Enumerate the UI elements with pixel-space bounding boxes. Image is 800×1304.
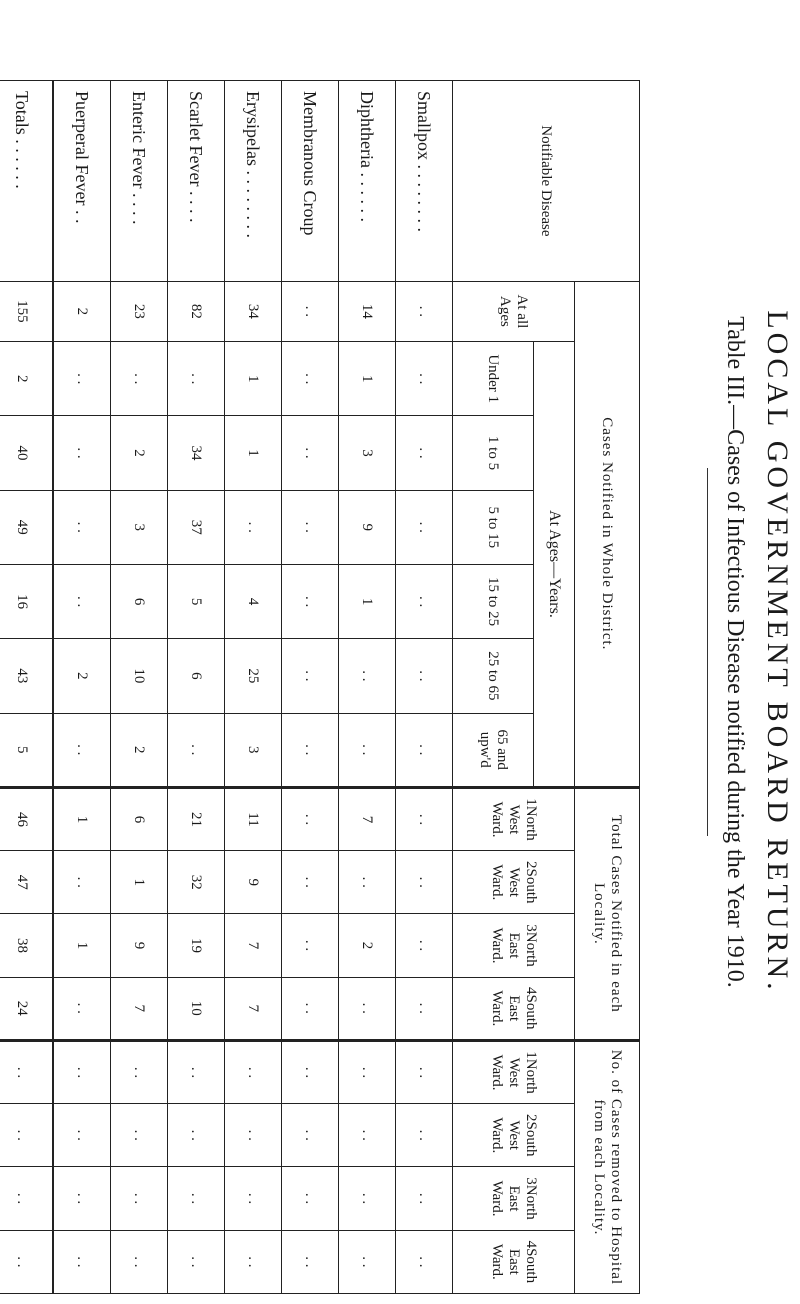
age-cell: . . [396, 416, 453, 490]
ward-header: 3North East Ward. [453, 914, 575, 977]
ward-total-cell: 2 [339, 914, 396, 977]
ward-total-cell: . . [53, 977, 111, 1040]
table-row [339, 81, 396, 1294]
removed-cell: . . [111, 1104, 168, 1167]
age-cell: 3 [111, 490, 168, 564]
ward-total-cell: 7 [225, 977, 282, 1040]
removed-cell: . . [339, 1040, 396, 1103]
ward-total-cell: 9 [225, 851, 282, 914]
ward-total-cell: . . [339, 851, 396, 914]
ward-header: 2South West Ward. [453, 851, 575, 914]
removed-total: . . [0, 1104, 53, 1167]
ward-total-cell: 32 [168, 851, 225, 914]
table-row [53, 81, 111, 1294]
removed-cell: . . [53, 1040, 111, 1103]
age-cell: . . [225, 490, 282, 564]
age-cell: . . [53, 564, 111, 638]
ward-total-cell: 11 [225, 787, 282, 850]
age-cell: . . [339, 639, 396, 713]
ward-total-cell: 1 [53, 787, 111, 850]
age-cell: . . [282, 564, 339, 638]
removed-total: . . [0, 1230, 53, 1293]
table-body [0, 81, 453, 1294]
disease-name: Membranous Croup [282, 81, 339, 282]
all-ages-cell: 23 [111, 281, 168, 341]
disease-name: Enteric Fever . . . . [111, 81, 168, 282]
all-ages-cell: 34 [225, 281, 282, 341]
ward-total-cell: . . [282, 914, 339, 977]
age-cell: . . [53, 342, 111, 416]
all-ages-total: 155 [0, 281, 53, 341]
ward-total-cell: . . [396, 977, 453, 1040]
age-cell: . . [396, 564, 453, 638]
age-total: 16 [0, 564, 53, 638]
age-cell: . . [282, 490, 339, 564]
ward-total-cell: 19 [168, 914, 225, 977]
removed-cell: . . [396, 1230, 453, 1293]
age-cell: 1 [225, 342, 282, 416]
disease-name: Puerperal Fever . . [53, 81, 111, 282]
age-cell: 10 [111, 639, 168, 713]
age-cell: . . [396, 713, 453, 787]
removed-cell: . . [225, 1104, 282, 1167]
age-header: 5 to 15 [453, 490, 534, 564]
age-cell: 3 [225, 713, 282, 787]
ward-total-cell: . . [53, 851, 111, 914]
all-ages-cell: 82 [168, 281, 225, 341]
removed-cell: . . [225, 1040, 282, 1103]
age-cell: 2 [53, 639, 111, 713]
removed-cell: . . [53, 1167, 111, 1230]
ward-header: 2South West Ward. [453, 1104, 575, 1167]
age-total: 49 [0, 490, 53, 564]
totals-label: Totals . . . . . . [0, 81, 53, 282]
age-cell: . . [396, 639, 453, 713]
age-cell: . . [53, 713, 111, 787]
removed-cell: . . [225, 1167, 282, 1230]
removed-cell: . . [168, 1040, 225, 1103]
age-cell: . . [168, 713, 225, 787]
age-cell: . . [396, 342, 453, 416]
ward-total-cell: 7 [111, 977, 168, 1040]
age-total: 40 [0, 416, 53, 490]
ward-total-cell: . . [339, 977, 396, 1040]
removed-cell: . . [111, 1040, 168, 1103]
removed-cell: . . [168, 1167, 225, 1230]
age-cell: 34 [168, 416, 225, 490]
age-header: 15 to 25 [453, 564, 534, 638]
age-header: Under 1 [453, 342, 534, 416]
ward-total-cell: . . [282, 977, 339, 1040]
age-cell: 4 [225, 564, 282, 638]
caption-rule [707, 468, 708, 836]
removed-cell: . . [53, 1230, 111, 1293]
removed-cell: . . [339, 1104, 396, 1167]
age-cell: . . [282, 639, 339, 713]
ward-header: 4South East Ward. [453, 977, 575, 1040]
age-header: 25 to 65 [453, 639, 534, 713]
disease-name: Scarlet Fever . . . . [168, 81, 225, 282]
ward-total-cell: . . [282, 787, 339, 850]
age-cell: 1 [339, 342, 396, 416]
removed-cell: . . [282, 1040, 339, 1103]
age-header: 1 to 5 [453, 416, 534, 490]
ward-header: 1North West Ward. [453, 1040, 575, 1103]
removed-cell: . . [168, 1230, 225, 1293]
ward-total-cell: 21 [168, 787, 225, 850]
total-notified-header: Total Cases Notified in each Locality. [575, 787, 640, 1040]
all-ages-cell: . . [282, 281, 339, 341]
removed-header: No. of Cases removed to Hospital from each Locality. [575, 1040, 640, 1293]
ward-header: 4South East Ward. [453, 1230, 575, 1293]
table-row [168, 81, 225, 1294]
totals-row [0, 81, 53, 1294]
removed-cell: . . [53, 1104, 111, 1167]
age-cell: 9 [339, 490, 396, 564]
age-cell: 1 [225, 416, 282, 490]
ward-total-cell: 1 [111, 851, 168, 914]
age-total: 43 [0, 639, 53, 713]
removed-cell: . . [396, 1167, 453, 1230]
age-total: 2 [0, 342, 53, 416]
all-ages-cell: 2 [53, 281, 111, 341]
age-cell: . . [282, 713, 339, 787]
age-cell: 1 [339, 564, 396, 638]
disease-header: Notifiable Disease [453, 81, 640, 282]
age-cell: 25 [225, 639, 282, 713]
ward-total-cell: . . [396, 851, 453, 914]
age-cell: . . [111, 342, 168, 416]
removed-cell: . . [339, 1230, 396, 1293]
disease-name: Smallpox . . . . . . . . [396, 81, 453, 282]
ward-total-cell: 7 [339, 787, 396, 850]
removed-cell: . . [396, 1104, 453, 1167]
infectious-disease-table [0, 80, 640, 1294]
all-ages-cell: . . [396, 281, 453, 341]
all-ages-cell: 14 [339, 281, 396, 341]
age-cell: . . [168, 342, 225, 416]
table-caption: Table III.—Cases of Infectious Disease notified during the Year 1910. [722, 316, 748, 988]
age-cell: . . [396, 490, 453, 564]
age-cell: . . [339, 713, 396, 787]
ward-total: 47 [0, 851, 53, 914]
at-ages-header: At Ages—Years. [534, 342, 575, 788]
ward-total: 38 [0, 914, 53, 977]
ward-total: 24 [0, 977, 53, 1040]
age-cell: . . [53, 490, 111, 564]
ward-total: 46 [0, 787, 53, 850]
removed-cell: . . [225, 1230, 282, 1293]
whole-district-header: Cases Notified in Whole District. [575, 281, 640, 787]
ward-header: 3North East Ward. [453, 1167, 575, 1230]
age-cell: 5 [168, 564, 225, 638]
ward-total-cell: . . [396, 914, 453, 977]
removed-cell: . . [111, 1230, 168, 1293]
age-cell: 6 [168, 639, 225, 713]
removed-cell: . . [396, 1040, 453, 1103]
age-cell: 37 [168, 490, 225, 564]
removed-cell: . . [339, 1167, 396, 1230]
ward-header: 1North West Ward. [453, 787, 575, 850]
removed-total: . . [0, 1040, 53, 1103]
ward-total-cell: 6 [111, 787, 168, 850]
removed-total: . . [0, 1167, 53, 1230]
age-cell: . . [282, 342, 339, 416]
ward-total-cell: 9 [111, 914, 168, 977]
removed-cell: . . [111, 1167, 168, 1230]
age-cell: 2 [111, 416, 168, 490]
age-cell: 3 [339, 416, 396, 490]
ward-total-cell: 10 [168, 977, 225, 1040]
removed-cell: . . [282, 1230, 339, 1293]
disease-name: Diphtheria . . . . . . [339, 81, 396, 282]
disease-name: Erysipelas . . . . . . . . [225, 81, 282, 282]
table-row [111, 81, 168, 1294]
age-cell: . . [53, 416, 111, 490]
page-title: LOCAL GOVERNMENT BOARD RETURN. [761, 310, 794, 994]
ward-total-cell: . . [396, 787, 453, 850]
removed-cell: . . [282, 1104, 339, 1167]
ward-total-cell: 1 [53, 914, 111, 977]
table-row [396, 81, 453, 1294]
age-cell: . . [282, 416, 339, 490]
table-row [282, 81, 339, 1294]
table-row [225, 81, 282, 1294]
age-cell: 6 [111, 564, 168, 638]
age-total: 5 [0, 713, 53, 787]
age-header: 65 and upw'd [453, 713, 534, 787]
age-cell: 2 [111, 713, 168, 787]
removed-cell: . . [282, 1167, 339, 1230]
removed-cell: . . [168, 1104, 225, 1167]
ward-total-cell: . . [282, 851, 339, 914]
all-ages-header: At all Ages [453, 281, 575, 341]
ward-total-cell: 7 [225, 914, 282, 977]
